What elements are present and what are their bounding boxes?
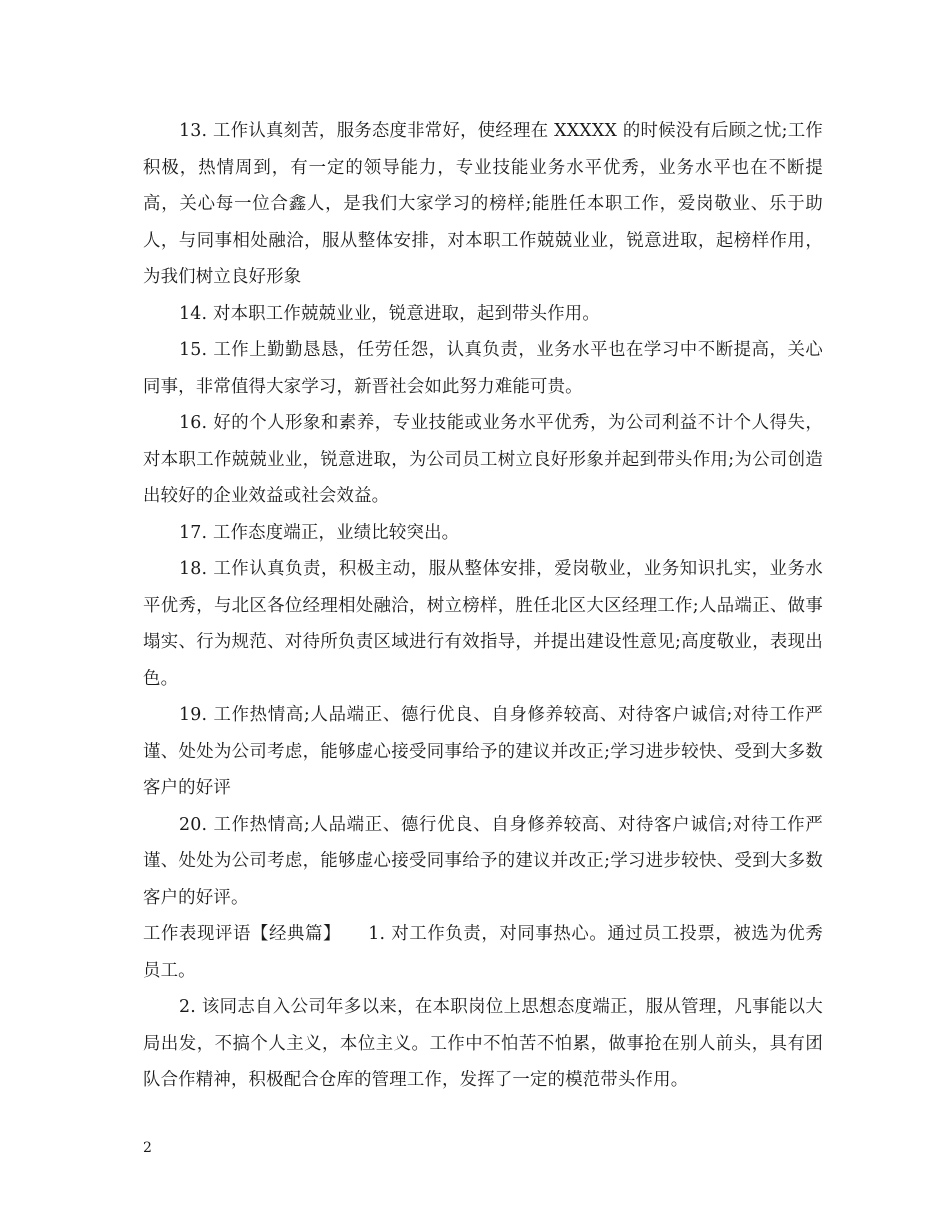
paragraph-18: 18. 工作认真负责，积极主动，服从整体安排，爱岗敬业，业务知识扎实，业务水平优秀，与北区各位经理相处融洽，树立榜样，胜任北区大区经理工作;人品端正、做事塌实、行为规范、对待所负责区域进行有效指导，并提出建设性意见;高度敬业，表现出色。 — [143, 559, 823, 689]
paragraph-15: 15. 工作上勤勤恳恳，任劳任怨，认真负责，业务水平也在学习中不断提高，关心同事，非常值得大家学习，新晋社会如此努力难能可贵。 — [143, 340, 823, 397]
paragraph-20: 20. 工作热情高;人品端正、德行优良、自身修养较高、对待客户诚信;对待工作严谨、处处为公司考虑，能够虚心接受同事给予的建议并改正;学习进步较快、受到大多数客户的好评。 — [143, 814, 823, 908]
document-body — [143, 113, 823, 1099]
paragraph-13: 13. 工作认真刻苦，服务态度非常好，使经理在 XXXXX 的时候没有后顾之忧;工作积极，热情周到，有一定的领导能力，专业技能业务水平优秀，业务水平也在不断提高，关心每一位合鑫人，是我们大家学习的榜样;能胜任本职工作，爱岗敬业、乐于助人，与同事相处融洽，服从整体安排，对本职工作兢兢业业，锐意进取，起榜样作用，为我们树立良好形象 — [143, 121, 823, 287]
paragraph-classic-2: 2. 该同志自入公司年多以来，在本职岗位上思想态度端正，服从管理，凡事能以大局出发，不搞个人主义，本位主义。工作中不怕苦不怕累，做事抢在别人前头，具有团队合作精神，积极配合仓库的管理工作，发挥了一定的模范带头作用。 — [143, 997, 823, 1090]
paragraph-17: 17. 工作态度端正，业绩比较突出。 — [179, 522, 460, 543]
paragraph-19: 19. 工作热情高;人品端正、德行优良、自身修养较高、对待客户诚信;对待工作严谨、处处为公司考虑，能够虚心接受同事给予的建议并改正;学习进步较快、受到大多数客户的好评 — [143, 705, 823, 798]
paragraph-14: 14. 对本职工作兢兢业业，锐意进取，起到带头作用。 — [179, 303, 600, 324]
page-number: 2 — [143, 1140, 152, 1156]
section-heading-paragraph: 工作表现评语【经典篇】 1. 对工作负责，对同事热心。通过员工投票，被选为优秀员工。 — [143, 924, 823, 981]
paragraph-16: 16. 好的个人形象和素养，专业技能或业务水平优秀，为公司利益不计个人得失，对本职工作兢兢业业，锐意进取，为公司员工树立良好形象并起到带头作用;为公司创造出较好的企业效益或社会效益。 — [143, 413, 823, 506]
